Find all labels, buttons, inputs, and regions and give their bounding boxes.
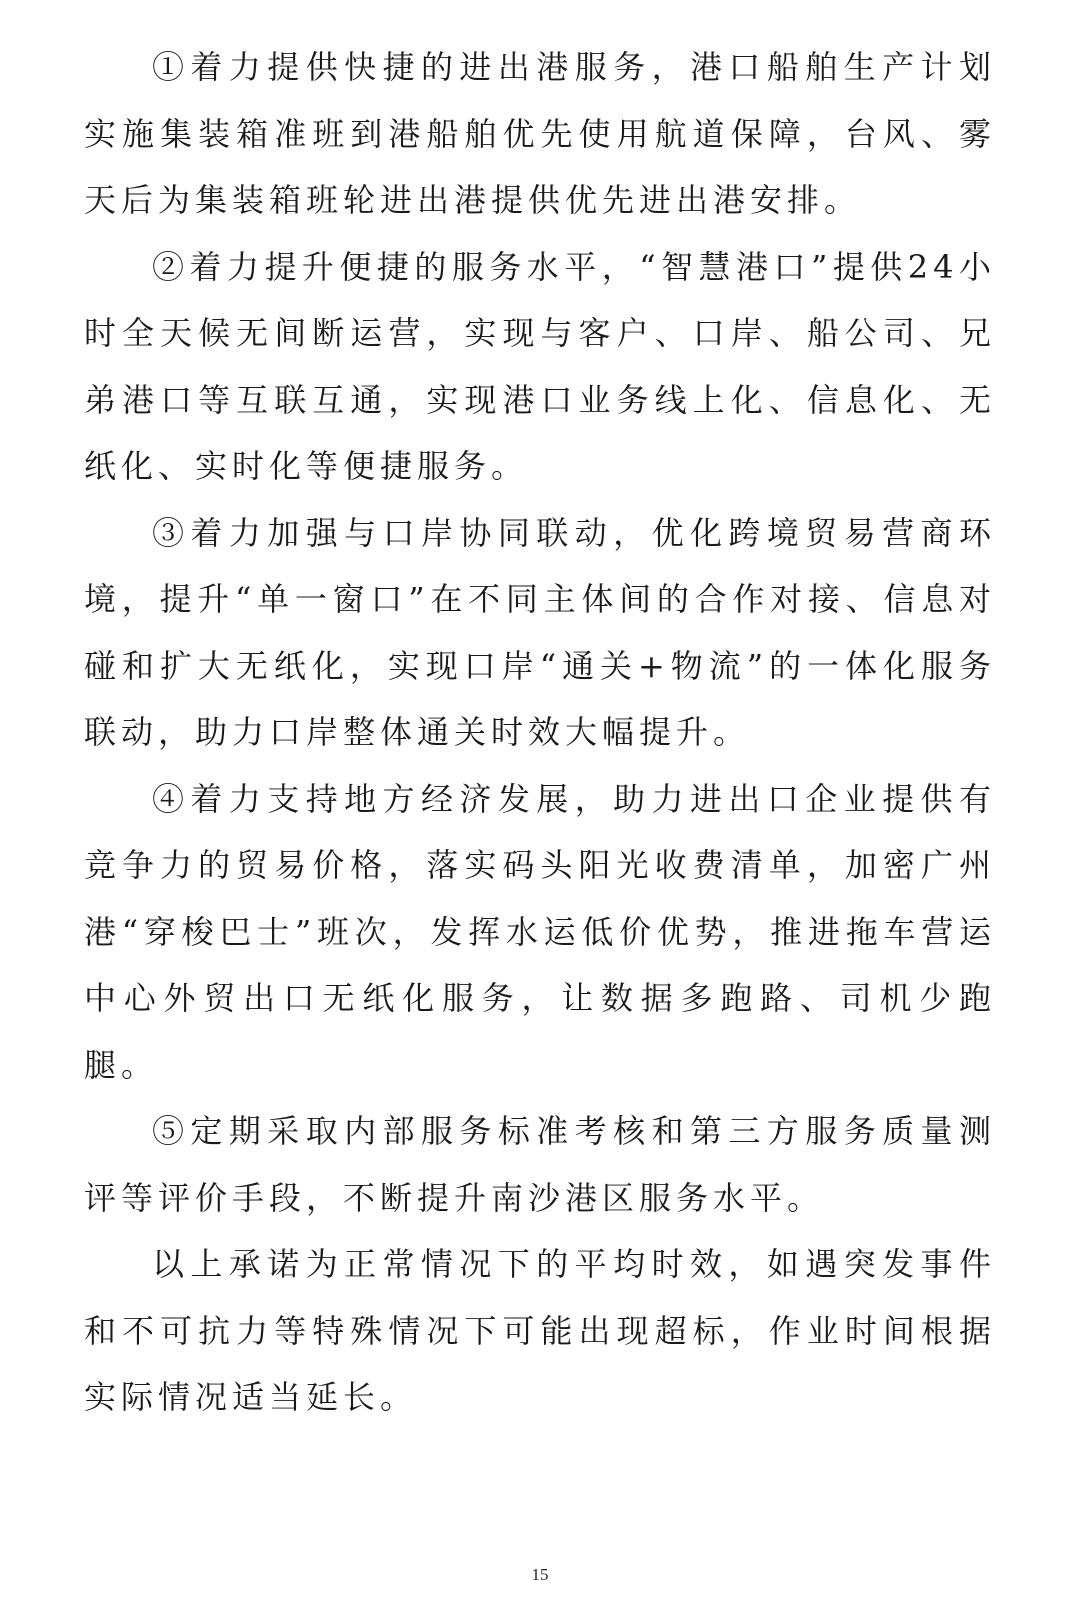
paragraph-commitment-note: 以上承诺为正常情况下的平均时效，如遇突发事件和不可抗力等特殊情况下可能出现超标，作业时间根据实际情况适当延长。: [84, 1245, 996, 1416]
paragraph-port-coordination: ③着力加强与口岸协同联动，优化跨境贸易营商环境，提升“单一窗口”在不同主体间的合作对接、信息对碰和扩大无纸化，实现口岸“通关+物流”的一体化服务联动，助力口岸整体通关时效大幅提升。: [84, 513, 996, 751]
paragraph-convenient-service: ②着力提升便捷的服务水平，“智慧港口”提供24小时全天候无间断运营，实现与客户、口岸、船公司、兄弟港口等互联互通，实现港口业务线上化、信息化、无纸化、实时化等便捷服务。: [84, 247, 996, 485]
paragraph-fast-port-service: ①着力提供快捷的进出港服务，港口船舶生产计划实施集装箱准班到港船舶优先使用航道保障，台风、雾天后为集装箱班轮进出港提供优先进出港安排。: [84, 48, 996, 219]
paragraph-local-economy: ④着力支持地方经济发展，助力进出口企业提供有竞争力的贸易价格，落实码头阳光收费清单，加密广州港“穿梭巴士”班次，发挥水运低价优势，推进拖车营运中心外贸出口无纸化服务，让数据多跑路、司机少跑腿。: [84, 779, 996, 1084]
page-number: 15: [531, 1565, 549, 1584]
paragraph-service-evaluation: ⑤定期采取内部服务标准考核和第三方服务质量测评等评价手段，不断提升南沙港区服务水平。: [84, 1112, 996, 1217]
document-body: [84, 34, 996, 1431]
